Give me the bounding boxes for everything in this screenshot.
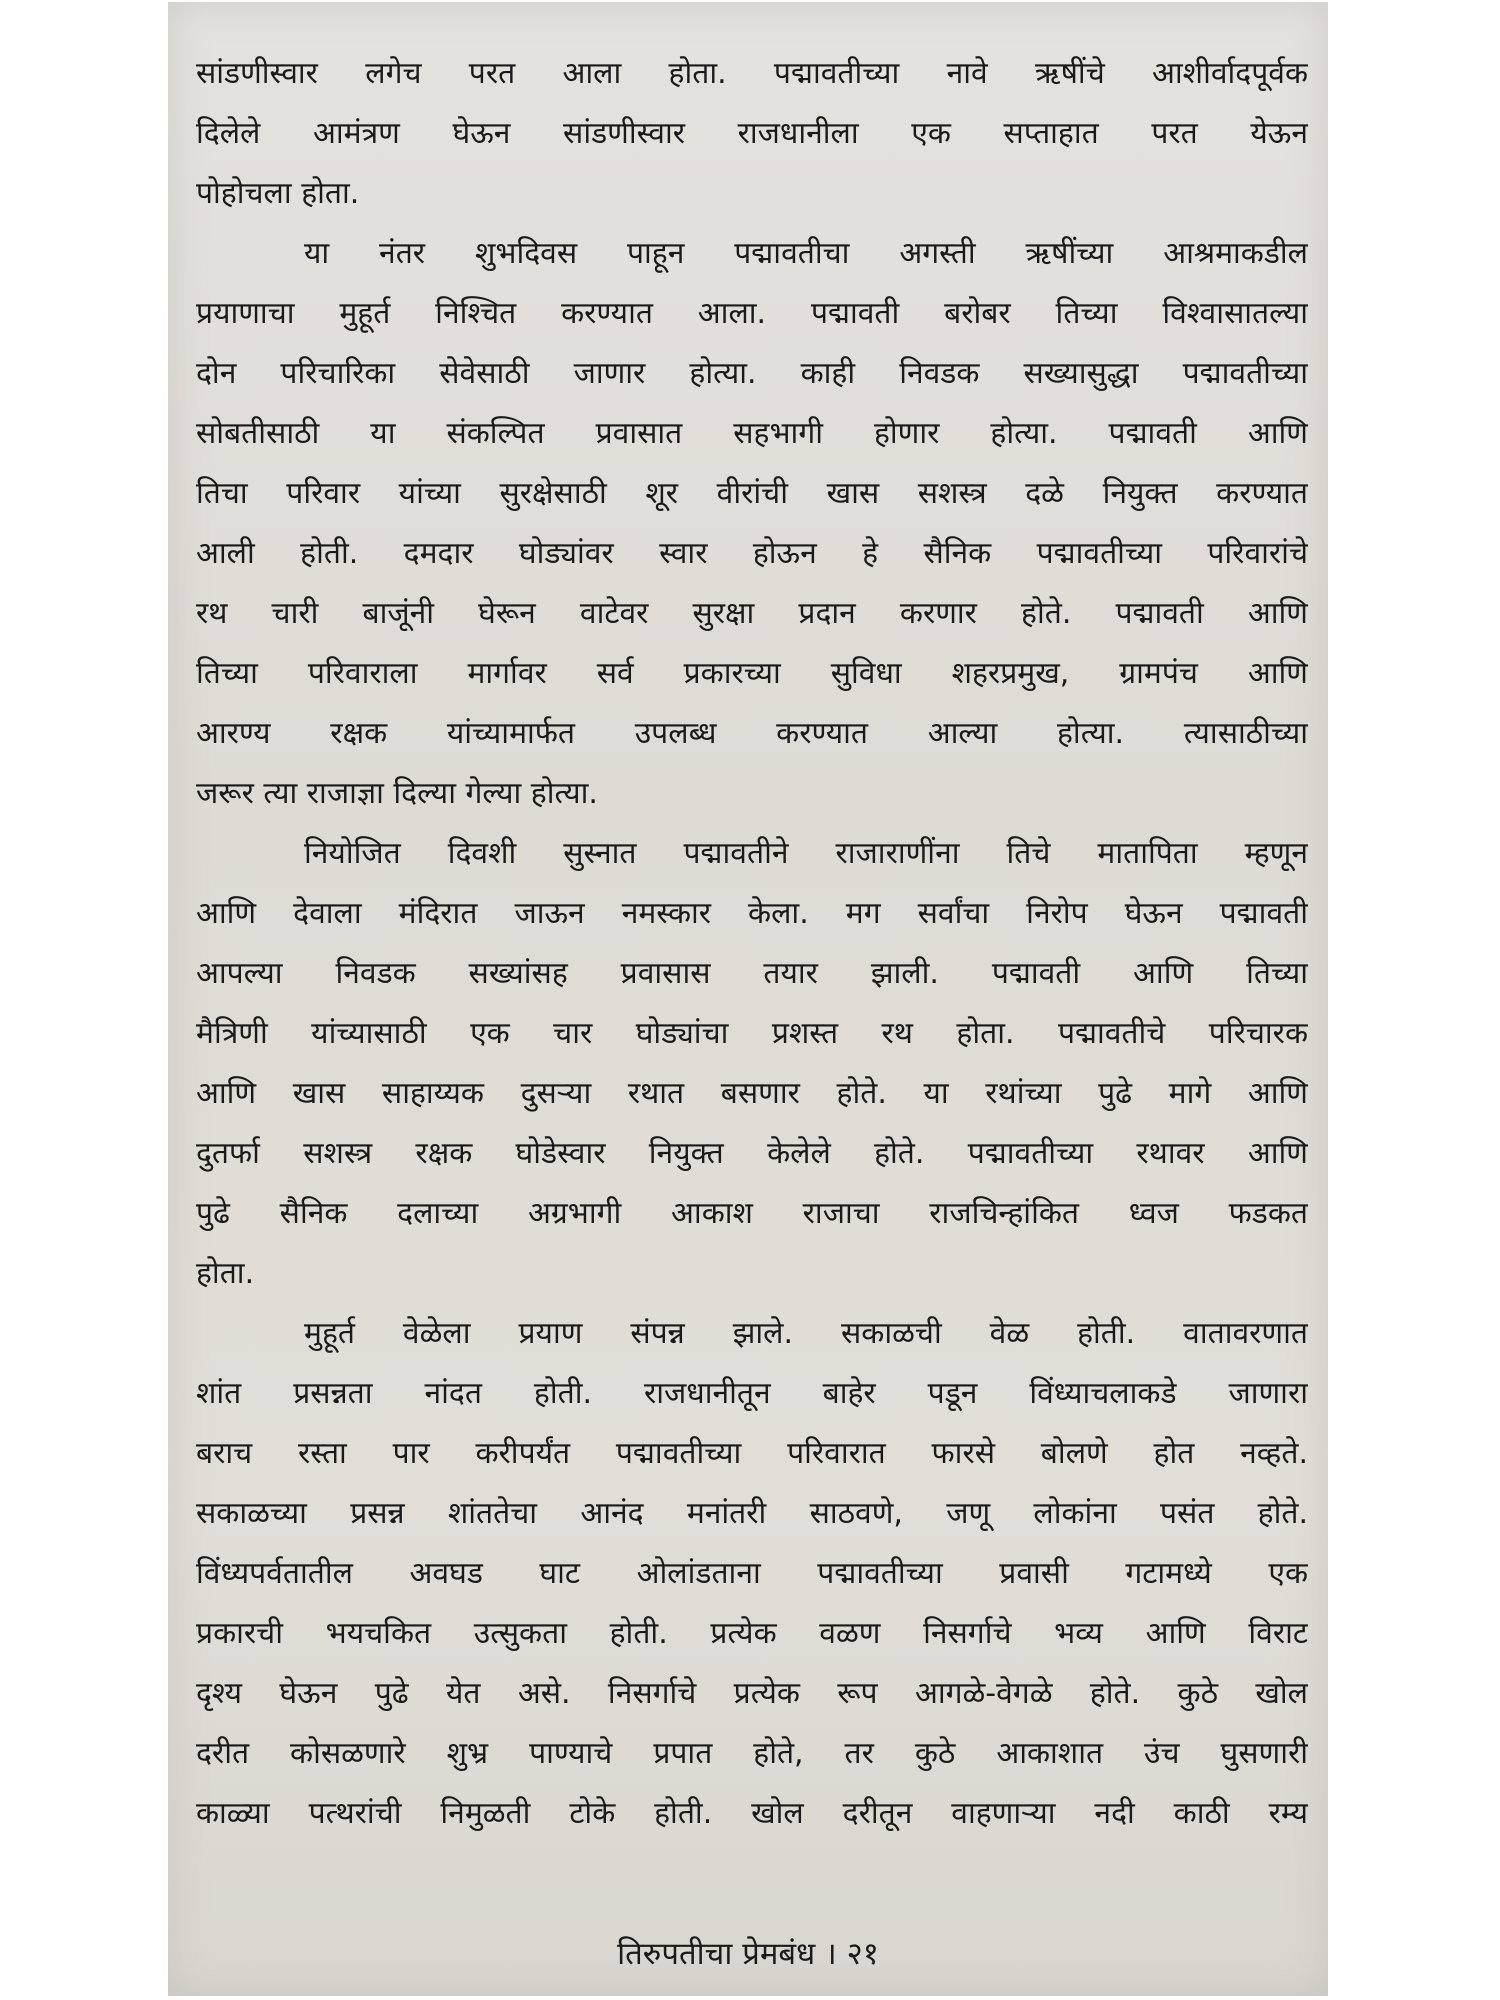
text-line: सांडणीस्वार लगेच परत आला होता. पद्मावतीच्या नावे ऋषींचे आशीर्वादपूर्वक — [196, 56, 1308, 91]
text-line: आरण्य रक्षक यांच्यामार्फत उपलब्ध करण्यात आल्या होत्या. त्यासाठीच्या — [196, 716, 1308, 751]
text-line: आपल्या निवडक सख्यांसह प्रवासास तयार झाली. पद्मावती आणि तिच्या — [196, 956, 1308, 991]
text-line: दोन परिचारिका सेवेसाठी जाणार होत्या. काही निवडक सख्यासुद्धा पद्मावतीच्या — [196, 356, 1308, 391]
text-line: विंध्यपर्वतातील अवघड घाट ओलांडताना पद्मावतीच्या प्रवासी गटामध्ये एक — [196, 1556, 1308, 1591]
text-line: मैत्रिणी यांच्यासाठी एक चार घोड्यांचा प्रशस्त रथ होता. पद्मावतीचे परिचारक — [196, 1016, 1308, 1051]
paragraph-start-line: मुहूर्त वेळेला प्रयाण संपन्न झाले. सकाळची वेळ होती. वातावरणात — [304, 1316, 1308, 1351]
text-line: आणि देवाला मंदिरात जाऊन नमस्कार केला. मग सर्वांचा निरोप घेऊन पद्मावती — [196, 896, 1308, 931]
text-line: दिलेले आमंत्रण घेऊन सांडणीस्वार राजधानीला एक सप्ताहात परत येऊन — [196, 116, 1308, 151]
text-line: तिच्या परिवाराला मार्गावर सर्व प्रकारच्या सुविधा शहरप्रमुख, ग्रामपंच आणि — [196, 656, 1308, 691]
page-footer — [168, 1930, 1328, 1978]
paragraph-start-line: नियोजित दिवशी सुस्नात पद्मावतीने राजाराणींना तिचे मातापिता म्हणून — [304, 836, 1308, 871]
body-text — [196, 44, 1308, 1864]
text-line: पोहोचला होता. — [196, 176, 360, 211]
text-line: सोबतीसाठी या संकल्पित प्रवासात सहभागी होणार होत्या. पद्मावती आणि — [196, 416, 1308, 451]
page-number: २१ — [846, 1936, 879, 1972]
text-line: सकाळच्या प्रसन्न शांततेचा आनंद मनांतरी साठवणे, जणू लोकांना पसंत होते. — [196, 1496, 1308, 1531]
text-line: पुढे सैनिक दलाच्या अग्रभागी आकाश राजाचा राजचिन्हांकित ध्वज फडकत — [196, 1196, 1308, 1231]
footer-separator: । — [825, 1936, 837, 1972]
text-line: रथ चारी बाजूंनी घेरून वाटेवर सुरक्षा प्रदान करणार होते. पद्मावती आणि — [196, 596, 1308, 631]
text-line: दृश्य घेऊन पुढे येत असे. निसर्गाचे प्रत्येक रूप आगळे-वेगळे होते. कुठे खोल — [196, 1676, 1308, 1711]
text-line: बराच रस्ता पार करीपर्यंत पद्मावतीच्या परिवारात फारसे बोलणे होत नव्हते. — [196, 1436, 1308, 1471]
text-line: काळ्या पत्थरांची निमुळती टोके होती. खोल दरीतून वाहणाऱ्या नदी काठी रम्य — [196, 1796, 1308, 1831]
text-line: दुतर्फा सशस्त्र रक्षक घोडेस्वार नियुक्त केलेले होते. पद्मावतीच्या रथावर आणि — [196, 1136, 1308, 1171]
text-line: प्रकारची भयचकित उत्सुकता होती. प्रत्येक वळण निसर्गाचे भव्य आणि विराट — [196, 1616, 1308, 1651]
text-line: शांत प्रसन्नता नांदत होती. राजधानीतून बाहेर पडून विंध्याचलाकडे जाणारा — [196, 1376, 1308, 1411]
text-line: दरीत कोसळणारे शुभ्र पाण्याचे प्रपात होते, तर कुठे आकाशात उंच घुसणारी — [196, 1736, 1308, 1771]
text-line: तिचा परिवार यांच्या सुरक्षेसाठी शूर वीरांची खास सशस्त्र दळे नियुक्त करण्यात — [196, 476, 1308, 511]
text-line: आली होती. दमदार घोड्यांवर स्वार होऊन हे सैनिक पद्मावतीच्या परिवारांचे — [196, 536, 1308, 571]
text-line: होता. — [196, 1256, 255, 1291]
text-line: आणि खास साहाय्यक दुसऱ्या रथात बसणार होते. या रथांच्या पुढे मागे आणि — [196, 1076, 1308, 1111]
book-title: तिरुपतीचा प्रेमबंध — [617, 1936, 816, 1972]
text-line: प्रयाणाचा मुहूर्त निश्चित करण्यात आला. पद्मावती बरोबर तिच्या विश्वासातल्या — [196, 296, 1308, 331]
text-line: जरूर त्या राजाज्ञा दिल्या गेल्या होत्या. — [196, 776, 598, 811]
paragraph-start-line: या नंतर शुभदिवस पाहून पद्मावतीचा अगस्ती ऋषींच्या आश्रमाकडील — [304, 236, 1308, 271]
book-page — [168, 2, 1328, 1996]
